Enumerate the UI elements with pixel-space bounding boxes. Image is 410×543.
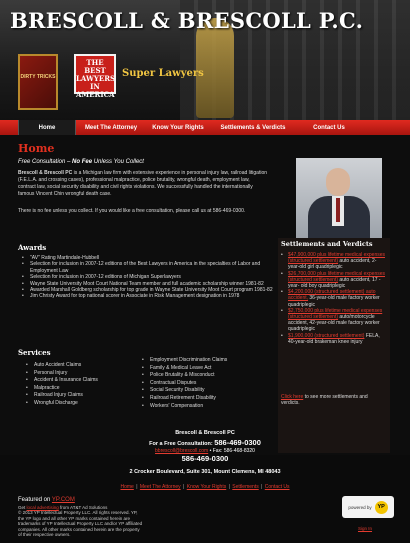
nav-home[interactable]: Home (18, 120, 76, 135)
badge-line: AMERICA (76, 90, 115, 99)
book-cover-label: DIRTY TRICKS (20, 74, 56, 80)
nav-meet-the-attorney[interactable]: Meet The Attorney (84, 124, 138, 131)
verdicts-panel (278, 238, 390, 453)
consult-phone[interactable]: 586-469-0300 (214, 438, 261, 447)
email-link[interactable]: bbrescoll@brescoll.com (155, 448, 209, 454)
legal-block (18, 498, 143, 538)
award-item: • "AV" Rating Martindale-Hubbell (22, 255, 277, 261)
footer-link-settlements[interactable]: Settlements (232, 484, 259, 490)
main-content (0, 135, 410, 455)
more-verdicts-text: to see more settlements and verdicts. (281, 394, 368, 407)
nav-contact-us[interactable]: Contact Us (313, 124, 345, 131)
site-title[interactable]: BRESCOLL & BRESCOLL P.C. (10, 8, 364, 33)
intro-fee-paragraph: There is no fee unless you collect. If you would like a free consultation, please call us at 586-469-0300. (18, 208, 246, 214)
verdict-link[interactable]: $1,900,000 (structured settlement) (288, 332, 365, 339)
service-item: • Social Security Disability (142, 387, 272, 395)
consult-label: For a Free Consultation: (149, 441, 215, 447)
intro-paragraph (18, 170, 268, 198)
award-item: • Selection for inclusion in 2007-12 editions of the Best Lawyers in America in the specialties of Labor and Employment Law (22, 261, 277, 274)
verdict-text: auto/motorcycle accident, 42-year-old male factory worker quadriplegic (288, 314, 380, 333)
footer-nav: Home | Meet The Attorney | Know Your Rights | Settlements | Contact Us (120, 484, 290, 490)
badge-line: IN (90, 82, 100, 91)
verdict-text: 36-year-old male factory worker quadriplegic (288, 295, 380, 308)
award-item: • Wayne State University Moot Court National Team member and full academic scholarship winner 1981-82 (22, 281, 277, 287)
service-item: • Railroad Retirement Disability (142, 395, 272, 403)
yp-logo-icon: YP (375, 501, 388, 514)
verdict-item (281, 289, 387, 308)
services-list-left (26, 362, 136, 408)
powered-by-label: powered by (348, 504, 372, 510)
footer-link-meet-the-attorney[interactable]: Meet The Attorney (139, 484, 181, 490)
best-lawyers-badge[interactable] (74, 54, 116, 99)
verdict-item (281, 252, 387, 271)
featured-pre: Featured on (18, 497, 52, 503)
service-item: • Malpractice (26, 385, 136, 393)
verdict-link[interactable]: $4,200,000 (structured settlement) auto accident, (288, 289, 376, 302)
consult-line (0, 438, 410, 447)
sign-in-link[interactable]: Sign In (358, 526, 373, 531)
service-item: • Employment Discrimination Claims (142, 357, 272, 365)
service-item: • Police Brutality & Misconduct (142, 372, 272, 380)
book-cover-image[interactable] (18, 54, 58, 110)
nav-spacer (0, 120, 18, 135)
verdict-item (281, 333, 387, 345)
advertising-post: from AT&T Ad Solutions (58, 504, 108, 510)
contact-phone[interactable]: 586-469-0300 (181, 454, 229, 463)
attorney-portrait (296, 158, 382, 242)
service-item: • Workers' Compensation (142, 403, 272, 411)
verdict-text: FELA, 40-year-old brakeman knee injury (288, 332, 380, 345)
tagline-bold: No Fee (72, 159, 93, 165)
service-item: • Wrongful Discharge (26, 400, 136, 408)
verdict-text: auto accident, 17 -year- old boy quadriplegic (288, 276, 381, 290)
service-item: • Personal Injury (26, 370, 136, 378)
verdict-text: auto accident, 2-year-old girl quadriplegic (288, 258, 377, 271)
tagline-post: Unless You Collect (92, 159, 144, 165)
service-item: • Railroad Injury Claims (26, 392, 136, 400)
awards-heading: Awards (18, 243, 47, 252)
advertising-pre: Get (18, 504, 27, 510)
powered-by-yp-badge[interactable] (342, 496, 394, 518)
footer-link-home[interactable]: Home (120, 484, 134, 490)
super-lawyers-logo[interactable]: Super Lawyers (122, 68, 204, 79)
services-list-right (142, 357, 272, 410)
award-item: • Awarded Marshall Goldberg scholarship for top grade in Wayne State University Moot Court program 1981-82 (22, 287, 277, 293)
verdict-item (281, 308, 387, 333)
nav-know-your-rights[interactable]: Know Your Rights (152, 124, 204, 131)
awards-list (22, 255, 277, 300)
verdict-link[interactable]: $47,900,000 plus lifetime medical expenses (structured settlement) (288, 252, 386, 265)
footer-link-know-your-rights[interactable]: Know Your Rights (186, 484, 227, 490)
award-item: • Jim Christy Award for top national scorer in Associate in Risk Management designation in 1978 (22, 293, 277, 299)
verdicts-list (281, 252, 387, 345)
service-item: • Family & Medical Leave Act (142, 365, 272, 373)
copyright-text: © 2013 YP Intellectual Property LLC. All rights reserved. YP, the YP logo and all other YP marks contained herein are trademarks of YP Intellectual Property LLC and/or YP affiliated companies. All other marks contained herein are the property of their respective owners. (18, 510, 143, 537)
more-verdicts-link[interactable]: Click here (281, 394, 304, 400)
verdicts-heading: Settlements and Verdicts (281, 240, 373, 248)
service-item: • Contractual Disputes (142, 380, 272, 388)
verdict-link[interactable]: $26,700,000 plus lifetime medical expenses (structured settlement) (288, 270, 386, 283)
contact-block (0, 430, 410, 475)
fax-text: • Fax: 586-468-8320 (208, 448, 255, 454)
badge-line: LAWYERS (76, 74, 116, 83)
yp-com-link[interactable]: YP.COM (51, 497, 75, 503)
tagline (18, 159, 144, 165)
tagline-pre: Free Consultation – (18, 159, 73, 165)
more-verdicts (281, 394, 387, 407)
verdict-link[interactable]: $2,750,000 plus lifetime medical expenses (structured settlement) (288, 307, 383, 321)
contact-firm-name: Brescoll & Brescoll PC (175, 430, 235, 436)
contact-address: 2 Crocker Boulevard, Suite 301, Mount Clemens, MI 48043 (129, 469, 281, 475)
page-title: Home (18, 142, 55, 155)
award-item: • Selection for inclusion in 2007-12 editions of Michigan Superlawyers (22, 274, 277, 280)
badge-line: THE BEST (84, 58, 106, 75)
service-item: • Accident & Insurance Claims (26, 377, 136, 385)
local-advertising-link[interactable]: local advertising (26, 504, 59, 510)
footer-link-contact-us[interactable]: Contact Us (264, 484, 290, 490)
featured-line (18, 498, 143, 504)
site-header (0, 0, 410, 120)
service-item: • Auto Accident Claims (26, 362, 136, 370)
main-nav (0, 120, 410, 135)
verdict-item (281, 271, 387, 290)
intro-firm-name: Brescoll & Brescoll PC (18, 170, 73, 176)
intro-text: is a Michigan law firm with extensive experience in personal injury law, railroad litigation (F.E.L.A. and crossing cases), professional malpractice, police brutality, wrongful death, employment law, contract law, social security disability and civil rights violations. We successfully handled the internationally famous Vincent Chin wrongful death case. (18, 170, 267, 197)
nav-settlements-verdicts[interactable]: Settlements & Verdicts (220, 124, 286, 131)
services-heading: Services (18, 348, 51, 357)
